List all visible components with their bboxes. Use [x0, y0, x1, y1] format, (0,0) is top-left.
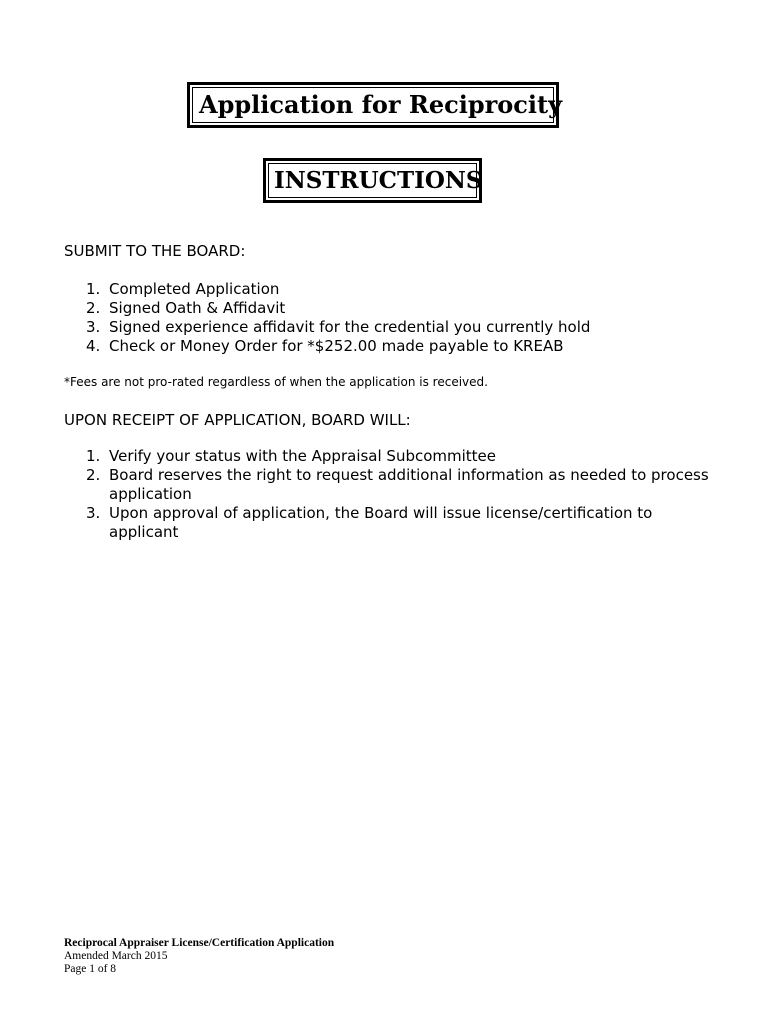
- fee-note: *Fees are not pro-rated regardless of when the application is received.: [64, 375, 488, 389]
- footer-amended: Amended March 2015: [64, 950, 168, 962]
- list-number: 2.: [86, 466, 101, 484]
- list-item-text: Signed Oath & Affidavit: [109, 299, 286, 317]
- list-item: [64, 504, 719, 542]
- receipt-heading: UPON RECEIPT OF APPLICATION, BOARD WILL:: [64, 411, 411, 429]
- page-footer: [64, 937, 334, 976]
- list-item: [64, 299, 719, 318]
- title-box: [187, 82, 563, 128]
- list-number: 1.: [86, 447, 101, 465]
- footer-doc-name: Reciprocal Appraiser License/Certification Application: [64, 937, 335, 949]
- list-number: 1.: [86, 280, 101, 298]
- submit-list: [64, 280, 719, 356]
- list-item: [64, 447, 719, 466]
- list-item-text: Upon approval of application, the Board will issue license/certification to applicant: [109, 504, 653, 541]
- list-item: [64, 280, 719, 299]
- instructions-heading: INSTRUCTIONS: [268, 163, 477, 198]
- footer-page-number: Page 1 of 8: [64, 963, 117, 975]
- submit-heading: SUBMIT TO THE BOARD:: [64, 242, 246, 260]
- list-number: 4.: [86, 337, 101, 355]
- list-number: 3.: [86, 504, 101, 522]
- list-item-text: Completed Application: [109, 280, 280, 298]
- list-item: [64, 337, 719, 356]
- list-item-text: Board reserves the right to request additional information as needed to process application: [109, 466, 709, 503]
- subtitle-box: [263, 158, 482, 203]
- list-item-text: Verify your status with the Appraisal Subcommittee: [109, 447, 497, 465]
- list-item-text: Signed experience affidavit for the credential you currently hold: [109, 318, 591, 336]
- list-item-text: Check or Money Order for *$252.00 made payable to KREAB: [109, 337, 564, 355]
- page-title: Application for Reciprocity: [192, 87, 554, 123]
- list-number: 3.: [86, 318, 101, 336]
- list-item: [64, 466, 719, 504]
- receipt-list: [64, 447, 719, 542]
- list-number: 2.: [86, 299, 101, 317]
- list-item: [64, 318, 719, 337]
